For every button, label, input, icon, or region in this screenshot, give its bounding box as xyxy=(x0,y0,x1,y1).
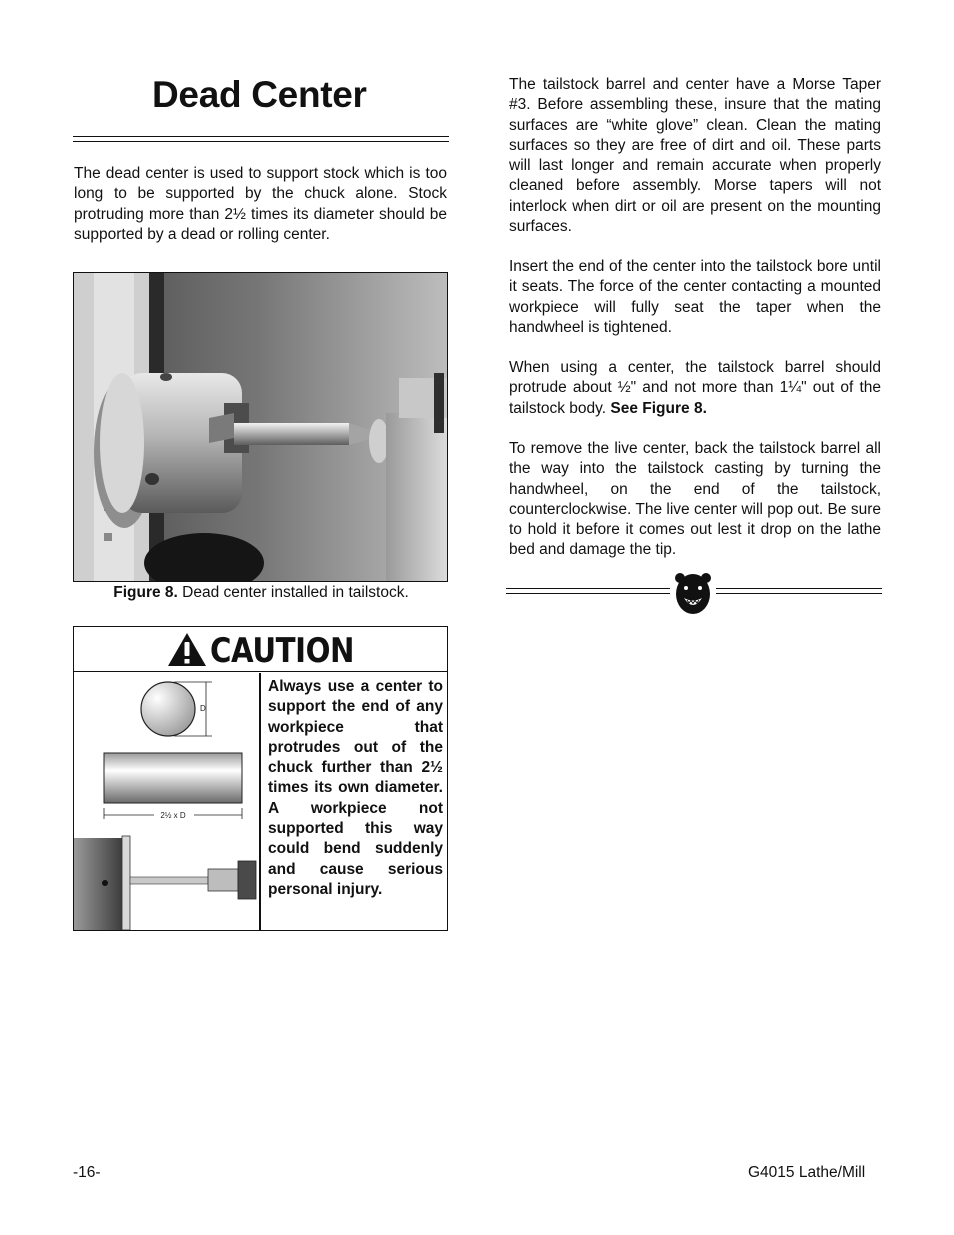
figure-8-photo xyxy=(73,272,448,582)
caution-divider xyxy=(259,673,261,930)
figure-caption xyxy=(73,584,449,602)
insert-center-paragraph: Insert the end of the center into the tailstock bore until it seats. The force of the center contacting a mounted workpiece will fully seat the taper when the handwheel is tightened. xyxy=(509,258,881,336)
divider-left-rule xyxy=(506,588,670,594)
protrude-paragraph xyxy=(509,358,881,419)
morse-taper-paragraph: The tailstock barrel and center have a Morse Taper #3. Before assembling these, insure that the mating surfaces are “white glove” clean. Clean the mating surfaces so they are free of dirt and oil. These parts will last longer and remain accurate when properly cleaned before assembly. Morse tapers will not interlock when dirt or oil are present on the mounting surfaces. xyxy=(509,76,881,236)
page-title: Dead Center xyxy=(152,74,367,115)
manual-name: G4015 Lathe/Mill xyxy=(748,1164,866,1181)
figure-caption-text: Dead center installed in tailstock. xyxy=(182,584,409,601)
caution-box xyxy=(73,626,448,931)
caution-illustration xyxy=(74,673,259,930)
caution-text: Always use a center to support the end of any workpiece that protrudes out of the chuck further than 2½ times its own diameter. A workpiece not supported this way could bend suddenly and cause serious personal injury. xyxy=(268,678,443,898)
bear-logo-icon xyxy=(674,572,712,616)
caution-heading: CAUTION xyxy=(210,631,355,671)
section-end-divider xyxy=(506,572,882,616)
page-number: -16- xyxy=(73,1164,101,1181)
protrude-text: When using a center, the tailstock barrel should protrude about ½" and not more than 1¼" out of the tailstock body. xyxy=(509,359,881,417)
length-label: 2½ x D xyxy=(160,811,186,820)
divider-right-rule xyxy=(716,588,882,594)
title-rule xyxy=(73,136,449,142)
caution-header xyxy=(74,627,447,672)
intro-paragraph: The dead center is used to support stock which is too long to be supported by the chuck alone. Stock protruding more than 2½ times its diameter should be supported by a dead or rolling center. xyxy=(74,165,447,243)
warning-triangle-icon xyxy=(167,632,207,667)
figure-reference: See Figure 8. xyxy=(610,399,707,417)
diameter-label: D xyxy=(200,704,206,713)
remove-center-paragraph: To remove the live center, back the tailstock barrel all the way into the tailstock casting by turning the handwheel, on the end of the tailstock, counterclockwise. The live center will pop out. Be sure to hold it before it comes out lest it drop on the lathe bed and damage the tip. xyxy=(509,440,881,559)
figure-label: Figure 8. xyxy=(113,584,178,601)
